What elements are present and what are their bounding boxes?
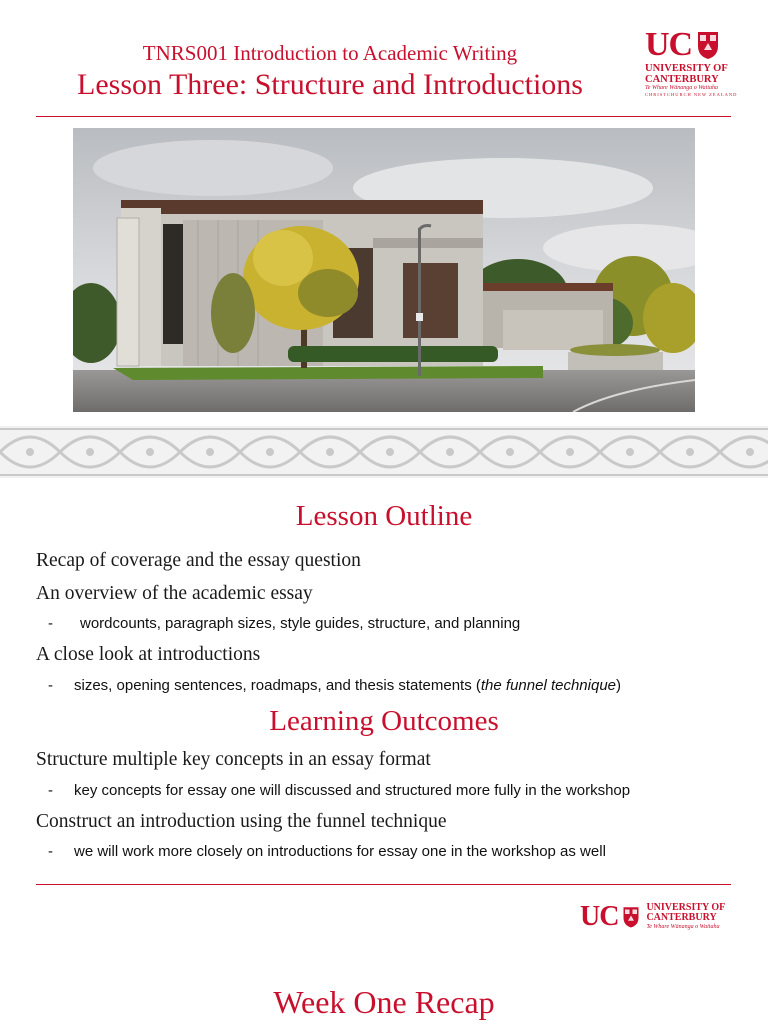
outcome-item-structure: Structure multiple key concepts in an essay format bbox=[36, 749, 431, 770]
decorative-pattern-banner bbox=[0, 426, 768, 478]
logo-city: CHRISTCHURCH NEW ZEALAND bbox=[645, 92, 738, 97]
outline-subitem-introductions bbox=[48, 676, 621, 696]
outline-subitem-overview bbox=[48, 614, 520, 634]
outline-subitem-introductions-text: sizes, opening sentences, roadmaps, and thesis statements ( bbox=[74, 677, 481, 694]
crest-icon bbox=[696, 30, 720, 60]
week-one-recap-title: Week One Recap bbox=[273, 984, 495, 1020]
funnel-technique-emphasis: the funnel technique bbox=[480, 677, 617, 694]
lesson-outline-heading: Lesson Outline bbox=[295, 500, 473, 532]
outline-item-overview: An overview of the academic essay bbox=[36, 583, 313, 604]
outcome-subitem-introduction bbox=[48, 842, 606, 862]
uc-logo-footer bbox=[580, 902, 740, 936]
footer-rule bbox=[36, 884, 731, 885]
outline-subitem-close-paren: ) bbox=[616, 677, 622, 694]
bullet-dash: - bbox=[48, 843, 53, 860]
logo-university: UNIVERSITY OF bbox=[646, 902, 726, 913]
outcome-subitem-structure bbox=[48, 781, 630, 801]
bullet-dash: - bbox=[48, 615, 53, 632]
uc-letters: UC bbox=[580, 901, 619, 932]
learning-outcomes-heading: Learning Outcomes bbox=[269, 705, 499, 737]
logo-canterbury: CANTERBURY bbox=[645, 74, 719, 85]
bullet-dash: - bbox=[48, 782, 53, 799]
logo-maori-name: Te Whare Wānanga o Waitaha bbox=[646, 924, 720, 930]
uc-letters: UC bbox=[645, 26, 693, 63]
outline-item-recap: Recap of coverage and the essay question bbox=[36, 550, 361, 571]
logo-maori-name: Te Whare Wānanga o Waitaha bbox=[645, 85, 719, 91]
outcome-item-introduction: Construct an introduction using the funnel technique bbox=[36, 811, 447, 832]
outcome-subitem-introduction-text: we will work more closely on introductions for essay one in the workshop as well bbox=[74, 843, 606, 860]
uc-logo-header bbox=[645, 28, 745, 98]
campus-building-photo bbox=[73, 128, 695, 412]
course-code: TNRS001 Introduction to Academic Writing bbox=[142, 41, 518, 65]
logo-canterbury: CANTERBURY bbox=[646, 912, 717, 923]
lesson-title: Lesson Three: Structure and Introductions bbox=[77, 68, 583, 101]
outline-subitem-overview-text: wordcounts, paragraph sizes, style guides, structure, and planning bbox=[80, 615, 521, 632]
header-rule bbox=[36, 116, 731, 117]
logo-university: UNIVERSITY OF bbox=[645, 63, 728, 74]
outcome-subitem-structure-text: key concepts for essay one will discussed and structured more fully in the workshop bbox=[74, 782, 631, 799]
outline-item-introductions: A close look at introductions bbox=[36, 644, 261, 665]
bullet-dash: - bbox=[48, 677, 53, 694]
crest-icon bbox=[622, 905, 640, 929]
